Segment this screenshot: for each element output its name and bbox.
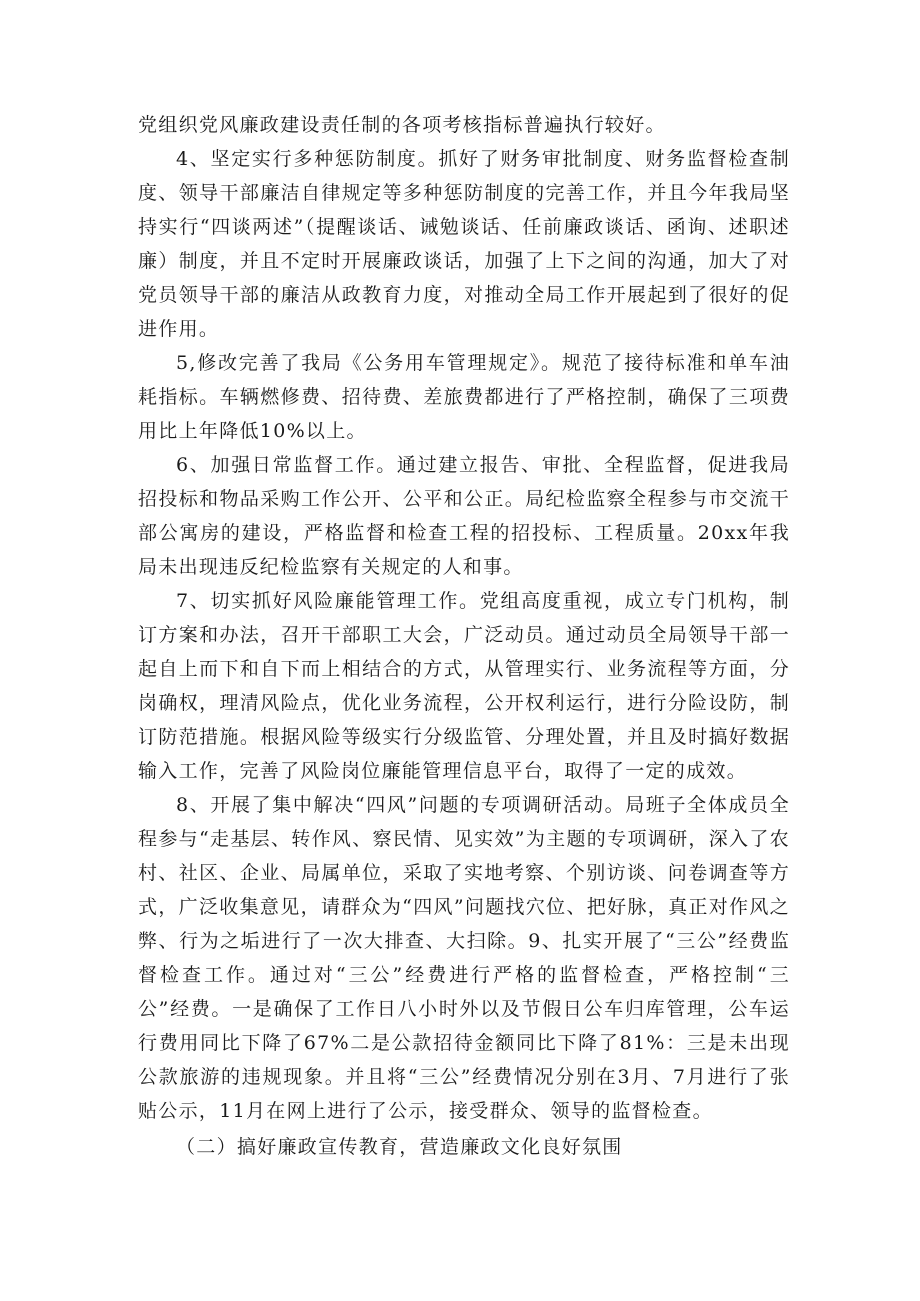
paragraph-item-6: 6、加强日常监督工作。通过建立报告、审批、全程监督，促进我局招投标和物品采购工作公开、公平和公正。局纪检监察全程参与市交流干部公寓房的建设，严格监督和检查工程的招投标、工程质量。20xx年我局未出现违反纪检监察有关规定的人和事。 [138, 454, 790, 578]
paragraph-item-4: 4、坚定实行多种惩防制度。抓好了财务审批制度、财务监督检查制度、领导干部廉洁自律规定等多种惩防制度的完善工作，并且今年我局坚持实行“四谈两述”（提醒谈话、诫勉谈话、任前廉政谈话、函询、述职述廉）制度，并且不定时开展廉政谈话，加强了上下之间的沟通，加大了对党员领导干部的廉洁从政教育力度，对推动全局工作开展起到了很好的促进作用。 [138, 148, 790, 340]
paragraph-item-8-9: 8、开展了集中解决“四风”问题的专项调研活动。局班子全体成员全程参与“走基层、转作风、察民情、见实效”为主题的专项调研，深入了农村、社区、企业、局属单位，采取了实地考察、个别访谈、问卷调查等方式，广泛收集意见，请群众为“四风”问题找穴位、把好脉，真正对作风之弊、行为之垢进行了一次大排查、大扫除。9、扎实开展了“三公”经费监督检查工作。通过对“三公”经费进行严格的监督检查，严格控制“三公”经费。一是确保了工作日八小时外以及节假日公车归库管理，公车运行费用同比下降了67%二是公款招待金额同比下降了81%：三是未出现公款旅游的违规现象。并且将“三公”经费情况分别在3月、7月进行了张贴公示，11月在网上进行了公示，接受群众、领导的监督检查。 [138, 794, 790, 1122]
paragraph-continuation: 党组织党风廉政建设责任制的各项考核指标普遍执行较好。 [138, 114, 666, 136]
section-heading: （二）搞好廉政宣传教育，营造廉政文化良好氛围 [176, 1136, 623, 1158]
document-page [138, 108, 790, 1164]
paragraph-item-7: 7、切实抓好风险廉能管理工作。党组高度重视，成立专门机构，制订方案和办法，召开干部职工大会，广泛动员。通过动员全局领导干部一起自上而下和自下而上相结合的方式，从管理实行、业务流程等方面，分岗确权，理清风险点，优化业务流程，公开权利运行，进行分险设防，制订防范措施。根据风险等级实行分级监管、分理处置，并且及时搞好数据输入工作，完善了风险岗位廉能管理信息平台，取得了一定的成效。 [138, 590, 790, 782]
paragraph-item-5: 5,修改完善了我局《公务用车管理规定》。规范了接待标准和单车油耗指标。车辆燃修费、招待费、差旅费都进行了严格控制，确保了三项费用比上年降低10%以上。 [138, 352, 790, 442]
